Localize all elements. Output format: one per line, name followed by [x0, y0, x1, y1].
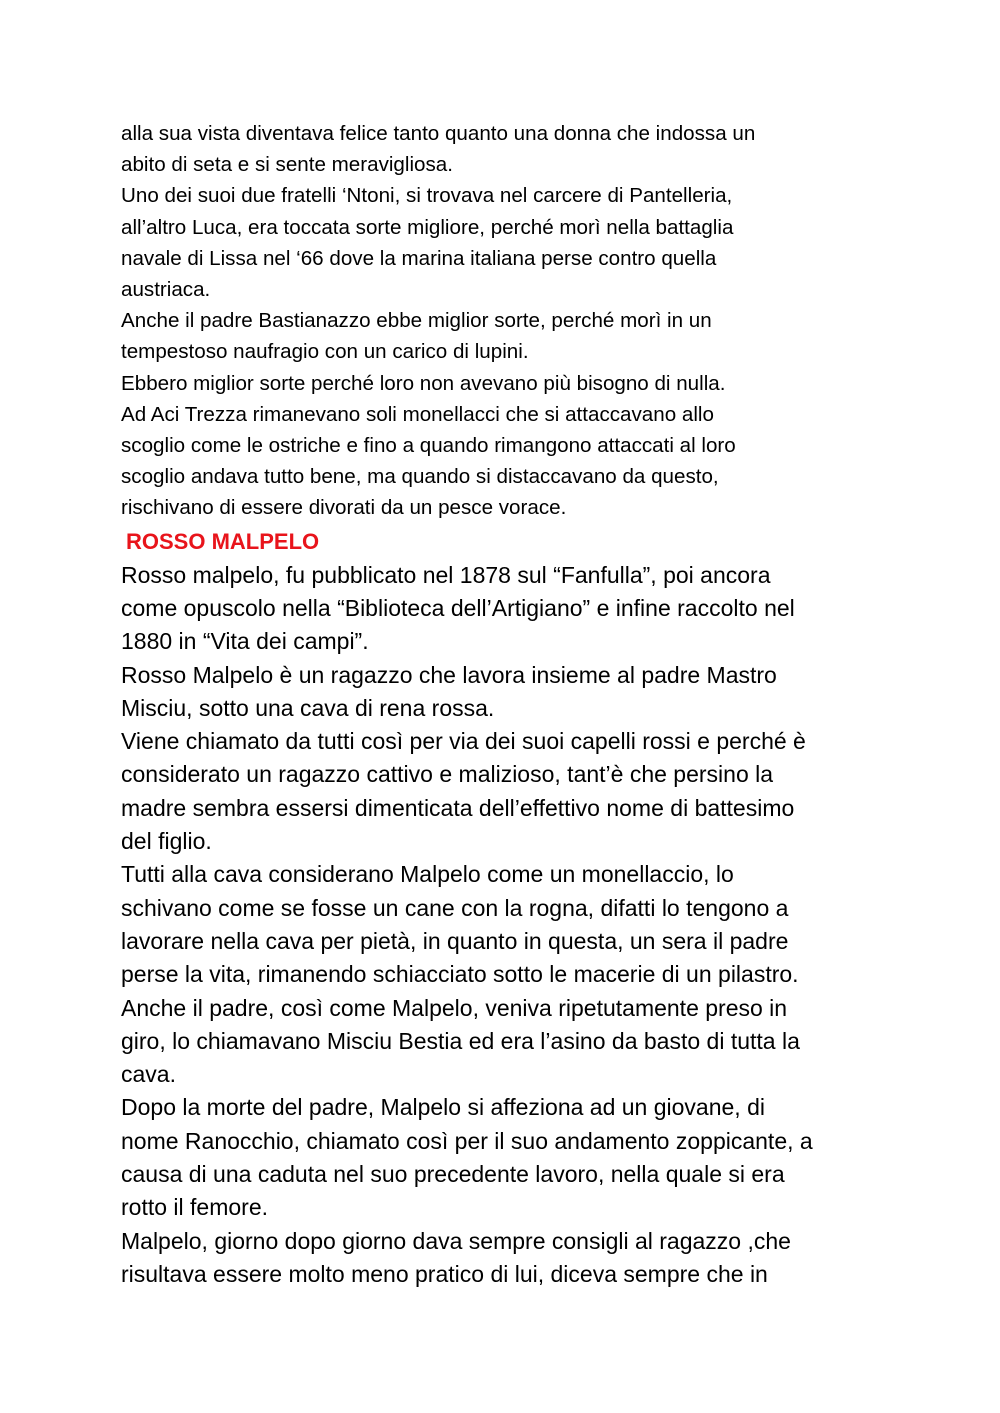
text-line: Malpelo, giorno dopo giorno dava sempre consigli al ragazzo ,che [121, 1227, 791, 1254]
section-heading: ROSSO MALPELO [126, 528, 320, 554]
intro-paragraphs [121, 118, 921, 524]
text-line: risultava essere molto meno pratico di lui, diceva sempre che in [121, 1260, 768, 1287]
text-line: Ebbero miglior sorte perché loro non avevano più bisogno di nulla. [121, 371, 726, 395]
text-line: schivano come se fosse un cane con la rogna, difatti lo tengono a [121, 894, 789, 921]
text-line: Rosso malpelo, fu pubblicato nel 1878 sul “Fanfulla”, poi ancora [121, 561, 771, 588]
text-line: del figlio. [121, 828, 212, 855]
text-line: cava. [121, 1061, 176, 1088]
text-line: Ad Aci Trezza rimanevano soli monellacci che si attaccavano allo [121, 402, 714, 426]
text-line: austriaca. [121, 278, 211, 302]
text-line: Anche il padre, così come Malpelo, veniva ripetutamente preso in [121, 994, 788, 1021]
text-line: Misciu, sotto una cava di rena rossa. [121, 694, 495, 721]
text-line: Dopo la morte del padre, Malpelo si affeziona ad un giovane, di [121, 1094, 765, 1121]
text-line: rotto il femore. [121, 1194, 268, 1221]
text-line: giro, lo chiamavano Misciu Bestia ed era l’asino da basto di tutta la [121, 1027, 800, 1054]
text-line: nome Ranocchio, chiamato così per il suo andamento zoppicante, a [121, 1127, 813, 1154]
text-line: tempestoso naufragio con un carico di lupini. [121, 340, 529, 364]
document-page [121, 118, 921, 1291]
text-line: abito di seta e si sente meravigliosa. [121, 153, 453, 177]
text-line: come opuscolo nella “Biblioteca dell’Artigiano” e infine raccolto nel [121, 594, 795, 621]
text-line: all’altro Luca, era toccata sorte migliore, perché morì nella battaglia [121, 215, 734, 239]
text-line: considerato un ragazzo cattivo e malizioso, tant’è che persino la [121, 761, 774, 788]
text-line: scoglio come le ostriche e fino a quando rimangono attaccati al loro [121, 434, 736, 458]
text-line: Tutti alla cava considerano Malpelo come un monellaccio, lo [121, 861, 734, 888]
text-line: Anche il padre Bastianazzo ebbe miglior sorte, perché morì in un [121, 309, 712, 333]
text-line: perse la vita, rimanendo schiacciato sotto le macerie di un pilastro. [121, 961, 799, 988]
text-line: Rosso Malpelo è un ragazzo che lavora insieme al padre Mastro [121, 661, 777, 688]
text-line: Uno dei suoi due fratelli ‘Ntoni, si trovava nel carcere di Pantelleria, [121, 184, 733, 208]
text-line: Viene chiamato da tutti così per via dei suoi capelli rossi e perché è [121, 728, 806, 755]
text-line: scoglio andava tutto bene, ma quando si distaccavano da questo, [121, 465, 719, 489]
text-line: causa di una caduta nel suo precedente lavoro, nella quale si era [121, 1160, 785, 1187]
text-line: navale di Lissa nel ‘66 dove la marina italiana perse contro quella [121, 246, 717, 270]
text-line: alla sua vista diventava felice tanto quanto una donna che indossa un [121, 122, 756, 145]
text-line: rischivano di essere divorati da un pesce vorace. [121, 496, 567, 520]
section-paragraphs [121, 559, 921, 1292]
text-line: madre sembra essersi dimenticata dell’effettivo nome di battesimo [121, 794, 795, 821]
text-line: 1880 in “Vita dei campi”. [121, 628, 369, 655]
text-line: lavorare nella cava per pietà, in quanto in questa, un sera il padre [121, 927, 789, 954]
